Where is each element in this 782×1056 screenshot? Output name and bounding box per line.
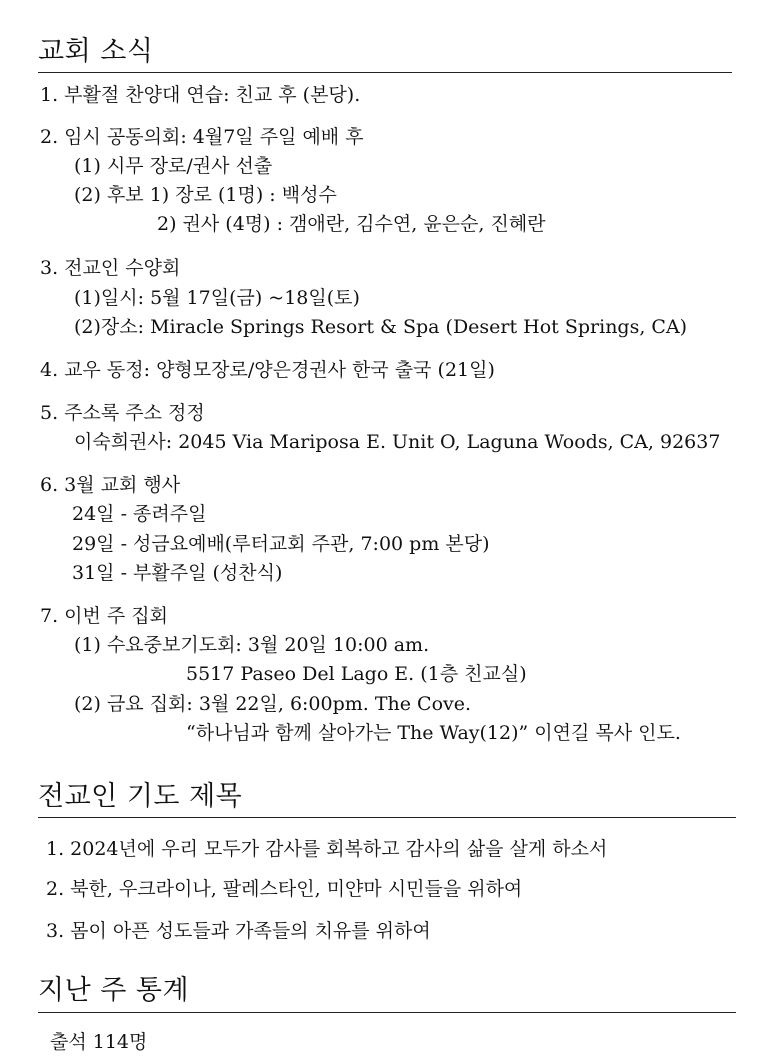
- news-item-4: 4. 교우 동정: 양형모장로/양은경권사 한국 출국 (21일): [40, 359, 495, 381]
- prayer-item: 2. 북한, 우크라이나, 팔레스타인, 미얀마 시민들을 위하여: [46, 878, 523, 900]
- news-item-7-sub-4: “하나님과 함께 살아가는 The Way(12)” 이연길 목사 인도.: [186, 722, 681, 744]
- news-item-6-sub-3: 31일 - 부활주일 (성찬식): [72, 562, 283, 584]
- news-item-1: 1. 부활절 찬양대 연습: 친교 후 (본당).: [40, 84, 361, 106]
- section-divider: [38, 817, 736, 818]
- news-item-2-sub-3: 2) 권사 (4명) : 갬애란, 김수연, 윤은순, 진혜란: [157, 213, 546, 235]
- news-item-7-sub-3: (2) 금요 집회: 3월 22일, 6:00pm. The Cove.: [74, 693, 472, 715]
- news-item-7: 7. 이번 주 집회: [40, 605, 169, 627]
- prayer-item: 1. 2024년에 우리 모두가 감사를 회복하고 감사의 삶을 살게 하소서: [46, 838, 608, 860]
- news-item-5: 5. 주소록 주소 정정: [40, 402, 205, 424]
- news-item-2: 2. 임시 공동의회: 4월7일 주일 예배 후: [40, 126, 364, 148]
- stats-title: 지난 주 통계: [38, 975, 190, 1006]
- news-item-2-sub-2: (2) 후보 1) 장로 (1명) : 백성수: [74, 184, 337, 206]
- prayer-item: 3. 몸이 아픈 성도들과 가족들의 치유를 위하여: [46, 920, 431, 942]
- attendance-count: 출석 114명: [50, 1031, 148, 1053]
- prayer-title: 전교인 기도 제목: [38, 781, 243, 812]
- section-divider: [38, 1012, 736, 1013]
- news-item-7-sub-1: (1) 수요중보기도회: 3월 20일 10:00 am.: [74, 634, 430, 656]
- section-divider: [38, 72, 732, 73]
- news-item-3-sub-1: (1)일시: 5월 17일(금) ~18일(토): [74, 287, 360, 309]
- news-item-3-sub-2: (2)장소: Miracle Springs Resort & Spa (Desert Hot Springs, CA): [74, 316, 688, 338]
- news-item-2-sub-1: (1) 시무 장로/권사 선출: [74, 155, 273, 177]
- news-item-6-sub-1: 24일 - 종려주일: [72, 503, 207, 525]
- news-item-7-sub-2: 5517 Paseo Del Lago E. (1층 친교실): [186, 663, 527, 685]
- news-item-6-sub-2: 29일 - 성금요예배(루터교회 주관, 7:00 pm 본당): [72, 533, 490, 555]
- news-item-5-sub-1: 이숙희권사: 2045 Via Mariposa E. Unit O, Laguna Woods, CA, 92637: [74, 431, 721, 453]
- news-item-3: 3. 전교인 수양회: [40, 257, 181, 279]
- news-item-6: 6. 3월 교회 행사: [40, 474, 181, 496]
- church-news-title: 교회 소식: [38, 36, 154, 67]
